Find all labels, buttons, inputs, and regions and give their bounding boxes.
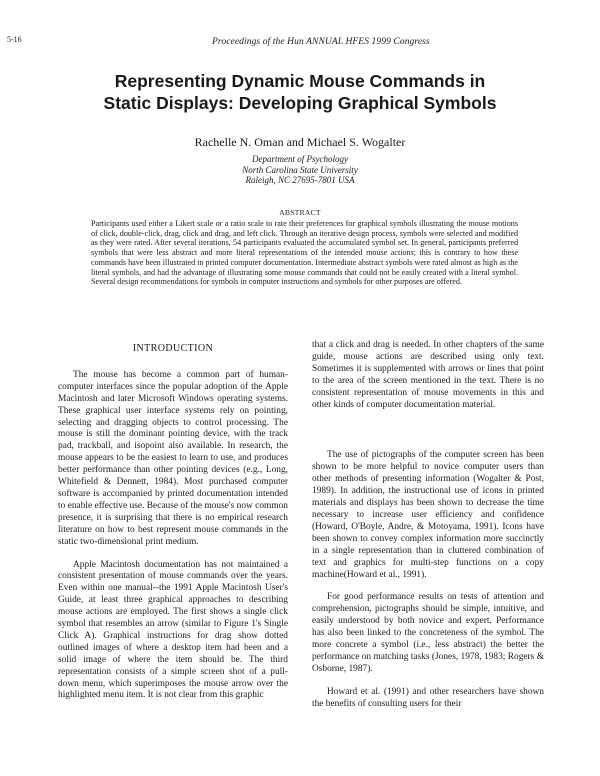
affiliation-dept: Department of Psychology (252, 154, 348, 164)
authors: Rachelle N. Oman and Michael S. Wogalter (194, 135, 406, 149)
title-line-2: Static Displays: Developing Graphical Symbols (103, 93, 497, 113)
left-paragraph-2: Apple Macintosh documentation has not maintained a consistent presentation of mouse commands over the years. Even within one manual--the 1991 Apple Macintosh User's Guide, at least three graphical approaches to describing mouse actions are employed. The first shows a single click symbol that resembles an arrow (similar to Figure 1's Single Click A). Graphical instructions for drag show dotted outlined images of where a desktop item had been and a solid image of where the item should be. The third representation consists of a simple screen shot of a pull-down menu, which superimposes the mouse arrow over the highlighted menu item. It is not clear from this graphic (58, 559, 288, 701)
affiliation-university: North Carolina State University (242, 164, 358, 175)
affiliation-city: Raleigh, NC 27695-7801 USA (245, 175, 355, 185)
abstract-text: Participants used either a Likert scale or a ratio scale to rate their preferences for graphical symbols illustrating the mouse motions of click, double-click, drag, click and drag, and left click. Through an iterative design process, symbols were selected and modified as they were rated. After several iterations, 54 participants evaluated the accumulated symbol set. In general, participants preferred symbols that were less abstract and more literal representations of the intended mouse actions; this is contrary to how these commands have been illustrated in printed computer documentation. Intermediate abstract symbols were rated almost as high as the literal symbols, and had the advantage of illustrating some mouse commands that could not be easily created with a literal symbol. Several design recommendations for symbols in computer instructions and symbols for other purposes are offered. (91, 219, 518, 287)
title-line-1: Representing Dynamic Mouse Commands in (114, 71, 486, 91)
right-paragraph-1: that a click and drag is needed. In other chapters of the same guide, mouse actions are described using only text. Sometimes it is supplemented with arrows or lines that point to the area of the screen mentioned in the text. There is no consistent representation of mouse movements in this and other kinds of computer documentation material. (312, 340, 544, 410)
right-paragraph-3: For good performance results on tests of attention and comprehension, pictographs should be simple, intuitive, and easily understood by both novice and expert. Performance has also been linked to the concreteness of the symbol. The more concrete a symbol (i.e., less abstract) the better the performance on matching tasks (Jones, 1978, 1983; Rogers & Osborne, 1987). (312, 592, 544, 674)
abstract-heading: ABSTRACT (279, 208, 321, 217)
right-paragraph-2: The use of pictographs of the computer screen has been shown to be more helpful to novice computer users than other methods of presenting information (Wogalter & Post, 1989). In addition, the instructional use of icons in printed materials and displays has been shown to decrease the time necessary to increase user efficiency and confidence (Howard, O'Boyle, Andre, & Motoyama, 1991). Icons have been shown to convey complex information more succinctly in a single representation than in cluttered combination of text and graphics for multi-step functions on a copy machine(Howard et al., 1991). (312, 450, 544, 580)
right-paragraph-4: Howard et al. (1991) and other researchers have shown the benefits of consulting users for their (312, 686, 544, 709)
page-number: 5-16 (7, 35, 22, 44)
left-column (58, 340, 288, 713)
column-gap (312, 422, 544, 450)
right-column (312, 340, 544, 722)
left-paragraph-1: The mouse has become a common part of human-computer interfaces since the popular adoption of the Apple Macintosh and later Microsoft Windows operating systems. These graphical user interface systems rely on pointing, selecting and dragging objects to control processing. The mouse is still the dominant pointing device, with the track pad, trackball, and isopoint also available. In research, the mouse appears to be the easiest to learn to use, and produces better performance than other pointing devices (e.g., Long, Whitefield & Dennett, 1984). Most purchased computer software is accompanied by printed documentation intended to enable effective use. Because of the mouse's now common presence, it is surprising that there is no empirical research literature on how to best represent mouse commands in the static two-dimensional print medium. (58, 369, 288, 547)
affiliation (60, 154, 540, 186)
paper-title (60, 70, 540, 114)
running-header: Proceedings of the Hun ANNUAL HFES 1999 Congress (212, 37, 430, 47)
section-heading-introduction: INTRODUCTION (132, 343, 214, 354)
